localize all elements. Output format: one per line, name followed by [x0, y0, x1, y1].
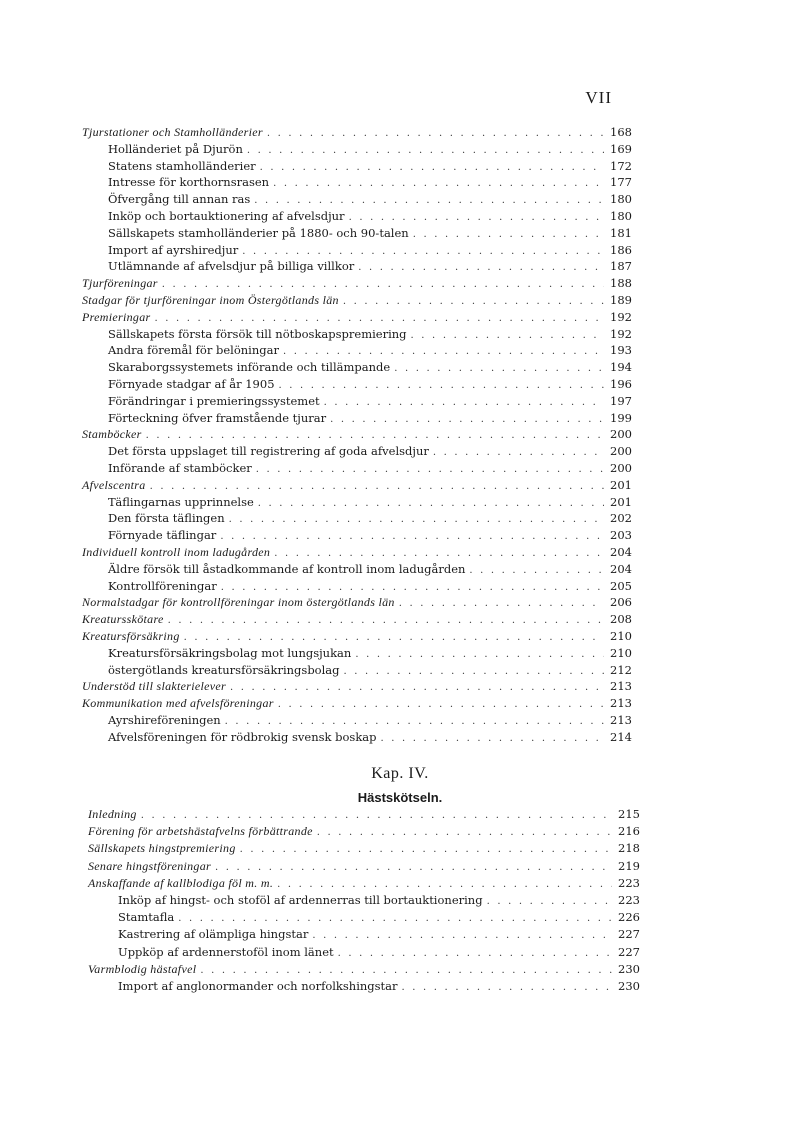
- leader-dots: [487, 893, 612, 910]
- toc-entry-label: Understöd till slakterielever: [82, 679, 227, 694]
- leader-dots: [355, 646, 604, 663]
- toc-entry-page: 189: [610, 293, 632, 307]
- leader-dots: [349, 209, 604, 226]
- toc-entry-label: Kreatursskötare: [82, 612, 164, 627]
- toc-entry-page: 205: [610, 578, 632, 593]
- toc-entry-label: Import af anglonormander och norfolkshingstar: [118, 979, 398, 993]
- toc-entry: [108, 359, 632, 376]
- toc-entry: [108, 174, 632, 191]
- toc-entry-page: 227: [618, 944, 640, 959]
- toc-entry-label: Statens stamholländerier: [108, 158, 256, 173]
- toc-entry-page: 213: [610, 713, 632, 727]
- toc-entry-label: Sällskapets första försök till nötboskapspremiering: [108, 326, 407, 341]
- leader-dots: [256, 461, 604, 478]
- toc-entry: [118, 978, 640, 995]
- toc-entry: [108, 393, 632, 410]
- toc-entry-label: Intresse för korthornsrasen: [108, 175, 270, 190]
- toc-entry: [108, 158, 632, 175]
- toc-entry-label: Stamböcker: [82, 427, 142, 442]
- toc-entry-label: Kastrering af olämpliga hingstar: [118, 927, 309, 942]
- toc-entry: [82, 275, 632, 292]
- toc-entry-page: 194: [610, 360, 632, 375]
- toc-entry: [108, 258, 632, 275]
- toc-entry-label: Holländeriet på Djurön: [108, 141, 243, 156]
- toc-entry-page: 204: [610, 545, 632, 559]
- toc-entry-label: Sällskapets stamholländerier på 1880- och 90-talen: [108, 225, 409, 240]
- page-number: VII: [585, 88, 612, 107]
- toc-entry: [108, 326, 632, 343]
- toc-entry-page: 180: [610, 209, 632, 223]
- leader-dots: [225, 713, 604, 730]
- toc-entry-label: Ayrshireföreningen: [108, 713, 221, 727]
- toc-entry: [82, 124, 632, 141]
- toc-entry-label: Den första täflingen: [108, 511, 225, 526]
- leader-dots: [150, 478, 604, 495]
- leader-dots: [200, 962, 612, 979]
- toc-entry: [82, 594, 632, 611]
- toc-entry-label: Sällskapets hingstpremiering: [88, 841, 236, 856]
- toc-entry-page: 230: [618, 961, 640, 976]
- leader-dots: [215, 859, 612, 876]
- toc-entry-label: Inköp och bortauktionering af afvelsdjur: [108, 209, 345, 223]
- leader-dots: [178, 910, 612, 927]
- toc-entry: [118, 944, 640, 961]
- toc-entry-page: 168: [610, 125, 632, 139]
- toc-entry: [108, 376, 632, 393]
- toc-entry-page: 200: [610, 444, 632, 459]
- leader-dots: [242, 243, 604, 260]
- leader-dots: [260, 159, 604, 176]
- toc-entry: [82, 611, 632, 628]
- toc-entry: [88, 961, 640, 978]
- toc-entry-page: 223: [618, 893, 640, 907]
- toc-entry: [108, 410, 632, 427]
- toc-entry: [108, 510, 632, 527]
- toc-entry-label: Det första uppslaget till registrering af goda afvelsdjur: [108, 444, 429, 459]
- toc-entry-page: 192: [610, 309, 632, 324]
- toc-entry: [108, 460, 632, 477]
- toc-entry-label: Premieringar: [82, 309, 151, 324]
- toc-entry-label: östergötlands kreatursförsäkringsbolag: [108, 662, 340, 677]
- toc-entry-page: 208: [610, 612, 632, 627]
- toc-entry-label: Utlämnande af afvelsdjur på billiga villkor: [108, 259, 355, 274]
- leader-dots: [168, 612, 604, 629]
- toc-entry-page: 200: [610, 461, 632, 475]
- leader-dots: [338, 945, 612, 962]
- toc-entry: [108, 191, 632, 208]
- toc-entry-label: Äldre försök till åstadkommande af kontroll inom ladugården: [108, 561, 466, 576]
- toc-entry: [108, 712, 632, 729]
- toc-entry-label: Varmblodig hästafvel: [88, 961, 197, 976]
- toc-entry-label: Afvelscentra: [82, 477, 146, 492]
- leader-dots: [267, 125, 604, 142]
- leader-dots: [394, 360, 604, 377]
- toc-entry: [82, 426, 632, 443]
- toc-entry: [118, 892, 640, 909]
- chapter-heading: Kap. IV.: [371, 765, 429, 782]
- toc-entry-page: 203: [610, 528, 632, 543]
- leader-dots: [220, 528, 604, 545]
- leader-dots: [278, 696, 604, 713]
- leader-dots: [402, 979, 612, 996]
- toc-entry: [108, 443, 632, 460]
- leader-dots: [317, 824, 612, 841]
- toc-entry-page: 169: [610, 141, 632, 156]
- toc-entry-label: Kreatursförsäkring: [82, 629, 180, 643]
- leader-dots: [413, 226, 604, 243]
- leader-dots: [433, 444, 604, 461]
- toc-entry-label: Anskaffande af kallblodiga föl m. m.: [88, 875, 274, 890]
- toc-entry-page: 230: [618, 979, 640, 993]
- leader-dots: [274, 545, 604, 562]
- toc-entry-page: 200: [610, 427, 632, 442]
- toc-entry-page: 214: [610, 729, 632, 744]
- leader-dots: [343, 293, 604, 310]
- toc-entry-label: Öfvergång till annan ras: [108, 192, 251, 207]
- leader-dots: [184, 629, 604, 646]
- toc-entry-label: Inledning: [88, 807, 137, 821]
- toc-entry: [82, 544, 632, 561]
- leader-dots: [399, 595, 604, 612]
- toc-entry-label: Kommunikation med afvelsföreningar: [82, 696, 274, 711]
- chapter-title: Hästskötseln.: [357, 790, 443, 805]
- toc-entry-page: 196: [610, 377, 632, 391]
- leader-dots: [324, 394, 604, 411]
- toc-entry: [108, 662, 632, 679]
- toc-entry: [88, 806, 640, 823]
- toc-entry: [88, 858, 640, 875]
- toc-entry: [108, 578, 632, 595]
- leader-dots: [221, 579, 604, 596]
- toc-entry: [108, 141, 632, 158]
- leader-dots: [330, 411, 604, 428]
- toc-entry-page: 219: [618, 858, 640, 873]
- toc-entry-label: Stadgar för tjurföreningar inom Östergötlands län: [82, 293, 339, 307]
- toc-entry-page: 193: [610, 343, 632, 358]
- toc-entry-label: Förteckning öfver framstående tjurar: [108, 410, 327, 425]
- toc-entry-label: Inköp af hingst- och stoföl af ardennerras till bortauktionering: [118, 893, 483, 907]
- toc-entry-label: Kreatursförsäkringsbolag mot lungsjukan: [108, 645, 352, 660]
- toc-entry-page: 216: [618, 824, 640, 839]
- toc-entry: [82, 628, 632, 645]
- toc-entry-label: Kontrollföreningar: [108, 578, 217, 593]
- toc-entry: [88, 840, 640, 857]
- toc-entry-page: 210: [610, 645, 632, 660]
- leader-dots: [381, 730, 604, 747]
- toc-entry-label: Tjurstationer och Stamholländerier: [82, 125, 263, 139]
- toc-entry-label: Förening för arbetshästafvelns förbättrande: [88, 824, 313, 839]
- toc-entry-label: Andra föremål för belöningar: [108, 343, 279, 358]
- toc-entry: [82, 678, 632, 695]
- toc-entry-page: 188: [610, 276, 632, 291]
- toc-entry-page: 172: [610, 158, 632, 173]
- toc-entry-label: Uppköp af ardennerstoföl inom länet: [118, 944, 334, 959]
- toc-entry-label: Individuell kontroll inom ladugården: [82, 545, 271, 559]
- leader-dots: [154, 310, 604, 327]
- leader-dots: [146, 427, 604, 444]
- toc-entry-page: 186: [610, 242, 632, 257]
- toc-entry: [108, 242, 632, 259]
- toc-entry: [82, 292, 632, 309]
- toc-entry: [108, 494, 632, 511]
- toc-entry: [88, 823, 640, 840]
- toc-entry: [108, 561, 632, 578]
- toc-entry-page: 199: [610, 410, 632, 425]
- toc-entry-page: 218: [618, 841, 640, 856]
- leader-dots: [411, 327, 604, 344]
- toc-entry-page: 204: [610, 561, 632, 576]
- toc-entry-page: 201: [610, 494, 632, 509]
- leader-dots: [469, 562, 604, 579]
- toc-entry-page: 215: [618, 807, 640, 821]
- leader-dots: [141, 807, 612, 824]
- toc-entry-label: Införande af stamböcker: [108, 461, 252, 475]
- toc-entry-label: Normalstadgar för kontrollföreningar inom östergötlands län: [82, 595, 395, 610]
- toc-entry: [108, 225, 632, 242]
- leader-dots: [254, 192, 604, 209]
- toc-entry: [108, 527, 632, 544]
- leader-dots: [247, 142, 604, 159]
- toc-entry: [108, 645, 632, 662]
- toc-entry: [118, 926, 640, 943]
- toc-entry-page: 210: [610, 629, 632, 643]
- toc-entry-label: Skaraborgssystemets införande och tillämpande: [108, 360, 391, 375]
- toc-entry: [82, 695, 632, 712]
- leader-dots: [283, 343, 604, 360]
- leader-dots: [358, 259, 604, 276]
- toc-entry-page: 206: [610, 595, 632, 610]
- toc-entry-page: 187: [610, 259, 632, 274]
- toc-entry-page: 226: [618, 910, 640, 925]
- toc-entry-page: 213: [610, 696, 632, 711]
- toc-entry-label: Förnyade stadgar af år 1905: [108, 377, 275, 391]
- toc-entry-page: 227: [618, 927, 640, 942]
- toc-entry: [82, 309, 632, 326]
- toc-entry: [108, 342, 632, 359]
- toc-entry-page: 197: [610, 393, 632, 408]
- toc-entry-page: 213: [610, 679, 632, 694]
- toc-entry: [108, 208, 632, 225]
- toc-entry-page: 192: [610, 326, 632, 341]
- leader-dots: [344, 663, 605, 680]
- leader-dots: [279, 377, 604, 394]
- toc-entry-page: 177: [610, 175, 632, 190]
- toc-entry: [88, 875, 640, 892]
- toc-entry-page: 212: [610, 662, 632, 677]
- toc-entry: [108, 729, 632, 746]
- toc-entry-label: Senare hingstföreningar: [88, 858, 212, 873]
- leader-dots: [258, 495, 604, 512]
- toc-entry-label: Tjurföreningar: [82, 276, 158, 291]
- leader-dots: [312, 927, 612, 944]
- leader-dots: [229, 511, 604, 528]
- leader-dots: [273, 175, 604, 192]
- toc-entry-page: 201: [610, 477, 632, 492]
- toc-entry-label: Afvelsföreningen för rödbrokig svensk boskap: [108, 729, 377, 744]
- toc-entry-label: Täflingarnas upprinnelse: [108, 494, 254, 509]
- leader-dots: [277, 876, 612, 893]
- leader-dots: [240, 841, 612, 858]
- toc-entry-page: 180: [610, 192, 632, 207]
- toc-entry-label: Import af ayrshiredjur: [108, 242, 239, 257]
- toc-entry-label: Förändringar i premieringssystemet: [108, 393, 320, 408]
- toc-entry: [118, 909, 640, 926]
- toc-entry-label: Stamtafla: [118, 910, 175, 925]
- toc-entry-page: 202: [610, 511, 632, 526]
- toc-entry-page: 181: [610, 225, 632, 240]
- leader-dots: [162, 276, 604, 293]
- toc-entry: [82, 477, 632, 494]
- toc-entry-page: 223: [618, 875, 640, 890]
- toc-entry-label: Förnyade täflingar: [108, 528, 217, 543]
- leader-dots: [230, 679, 604, 696]
